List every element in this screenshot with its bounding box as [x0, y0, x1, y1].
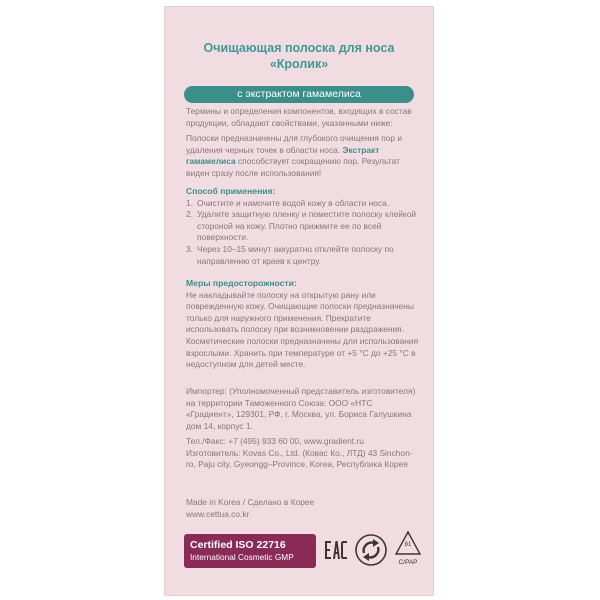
precautions-text: Не накладывайте полоску на открытую рану или поврежденную кожу. Очищающие полоски предназначены только для наружного применения. Прекратите использовать полоску при возникновении раздражения. Косметические полоски предназначены для использования взрослыми. Хранить при температуре от +5 °С до +25 °С в недоступном для детей месте. — [186, 289, 419, 370]
step-number: 3. — [186, 243, 193, 254]
extract-text: способствует сокращению пор. Результат виден сразу после использования! — [186, 156, 400, 178]
recycle-code: C/PAP — [398, 559, 418, 566]
iso-badge-title: Certified ISO 22716 — [190, 539, 286, 551]
recycling-code-mark — [394, 530, 422, 570]
description-block — [186, 133, 421, 179]
website-text: www.cettua.co.kr — [186, 508, 250, 519]
manufacturer-text: Изготовитель: Kovas Co., Ltd. (Ковас Ко., ЛТД) 43 Sinchon-ro, Paju city, Gyeongg–Province, Korea, Республика Корея — [186, 447, 413, 470]
step-text: Удалите защитную пленку и поместите полоску клейкой стороной на кожу. Плотно прижмите ее по всей поверхности. — [197, 209, 417, 243]
iso-badge — [184, 534, 316, 568]
product-subtitle: с экстрактом гамамелиса — [184, 86, 414, 103]
extract-highlight: Экстракт гамамелиса — [186, 144, 380, 167]
step-text: Очистите и намочите водой кожу в области носа. — [197, 197, 390, 208]
product-package — [164, 6, 434, 596]
importer-text: Импортер: (Уполномоченный представитель изготовителя) на территории Таможенного Союза: ООО «НТС «Градиент», 129301, РФ, г. Москва, ул. Бориса Галушкина дом 14, корпус 1. — [186, 386, 416, 431]
iso-badge-subtitle: International Cosmetic GMP — [190, 552, 294, 562]
eac-mark-icon — [324, 538, 348, 562]
contacts-block — [186, 436, 421, 471]
terms-text: Термины и определения компонентов, входящих в состав продукции, обладают свойствами, указанными ниже: — [186, 106, 412, 128]
phone-text: Тел./Факс: +7 (495) 933 60 00, www.gradient.ru — [186, 436, 364, 446]
usage-section — [186, 186, 421, 267]
step-number: 1. — [186, 197, 193, 208]
product-title-line2: «Кролик» — [269, 57, 329, 71]
product-title-line1: Очищающая полоска для носа — [203, 41, 395, 55]
usage-step — [186, 198, 421, 210]
precautions-section — [186, 278, 421, 371]
precautions-heading: Меры предосторожности: — [186, 278, 297, 288]
usage-step — [186, 209, 421, 244]
usage-heading: Способ применения: — [186, 186, 276, 196]
step-text: Через 10–15 минут аккуратно отклейте полоску по направлению от краев к центру. — [197, 243, 394, 266]
recycle-number: 81 — [404, 542, 412, 548]
made-in-text: Made in Korea / Сделано в Корее — [186, 497, 315, 507]
usage-step — [186, 244, 421, 267]
origin-block — [186, 497, 421, 520]
recycle-icon — [354, 533, 388, 567]
step-number: 2. — [186, 209, 193, 220]
description-text: Полоски предназначены для глубокого очищения пор и удаления черных точек в области носа. — [186, 133, 403, 155]
